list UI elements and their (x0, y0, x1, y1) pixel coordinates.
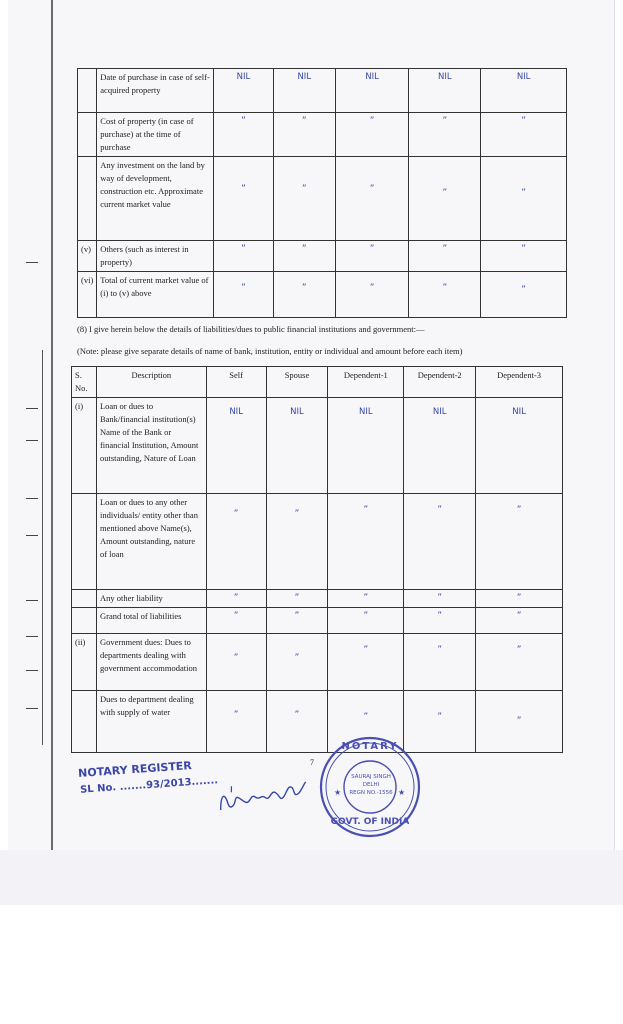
value-dependent-2: ” (404, 691, 476, 753)
value-dependent-3: ” (476, 691, 563, 753)
row-number (78, 69, 97, 113)
table-row (78, 241, 567, 272)
header-dependent-1: Dependent-1 (328, 367, 404, 398)
value-dependent-1: ” (328, 494, 404, 590)
value-dependent-2: ” (404, 608, 476, 634)
value-dependent-3: NIL (481, 69, 567, 113)
value-spouse: ” (273, 241, 335, 272)
row-description: Cost of property (in case of purchase) at the time of purchase (97, 113, 214, 157)
value-self: ” (214, 241, 274, 272)
row-description: Total of current market value of (i) to (v) above (97, 272, 214, 318)
value-dependent-1: ” (328, 590, 404, 608)
margin-rule (51, 0, 53, 850)
value-dependent-2: NIL (409, 69, 481, 113)
margin-rule-inner (42, 350, 43, 745)
row-number (78, 157, 97, 241)
value-dependent-1: NIL (328, 398, 404, 494)
value-dependent-3: ” (481, 113, 567, 157)
row-number: (ii) (72, 634, 97, 691)
value-self: ” (206, 691, 266, 753)
table-row (78, 157, 567, 241)
value-dependent-2: NIL (404, 398, 476, 494)
row-description: Government dues: Dues to departments dealing with government accommodation (96, 634, 206, 691)
margin-tick (26, 636, 38, 637)
liabilities-table (71, 366, 563, 753)
property-table (77, 68, 567, 318)
margin-tick (26, 708, 38, 709)
row-number (72, 590, 97, 608)
header-spouse: Spouse (266, 367, 328, 398)
table-row (72, 634, 563, 691)
value-dependent-3: ” (481, 157, 567, 241)
table-row (78, 113, 567, 157)
value-self: ” (214, 157, 274, 241)
value-dependent-2: ” (409, 157, 481, 241)
value-dependent-3: ” (481, 241, 567, 272)
table-row (72, 398, 563, 494)
margin-tick (26, 498, 38, 499)
seal-government: GOVT. OF INDIA (330, 817, 410, 827)
table-row (78, 69, 567, 113)
row-description: Dues to department dealing with supply of water (96, 691, 206, 753)
value-self: ” (214, 113, 274, 157)
value-self: ” (206, 608, 266, 634)
table-row (72, 590, 563, 608)
value-spouse: ” (266, 634, 328, 691)
row-description: Others (such as interest in property) (97, 241, 214, 272)
value-spouse: ” (273, 157, 335, 241)
seal-notary-name: SAURAJ SINGH (351, 774, 391, 780)
value-self: NIL (214, 69, 274, 113)
row-description: Date of purchase in case of self-acquired property (97, 69, 214, 113)
seal-registration: REGN NO.-1556 (349, 790, 393, 796)
value-spouse: ” (266, 608, 328, 634)
header-dependent-2: Dependent-2 (404, 367, 476, 398)
row-number (78, 113, 97, 157)
value-self: ” (206, 590, 266, 608)
header-self: Self (206, 367, 266, 398)
table-row (78, 272, 567, 318)
value-spouse: ” (273, 113, 335, 157)
value-dependent-1: ” (328, 691, 404, 753)
value-dependent-2: ” (409, 272, 481, 318)
margin-tick (26, 600, 38, 601)
header-dependent-3: Dependent-3 (476, 367, 563, 398)
value-dependent-2: ” (409, 113, 481, 157)
value-spouse: NIL (273, 69, 335, 113)
page-number: 7 (310, 758, 314, 767)
value-dependent-2: ” (404, 494, 476, 590)
scan-margin (0, 850, 623, 905)
notary-serial-number: SL No. .......93/2013....... (79, 775, 219, 796)
note-text: (Note: please give separate details of name of bank, institution, entity or individual and amount before each item) (77, 346, 463, 356)
value-self: ” (206, 634, 266, 691)
notary-seal (318, 735, 422, 839)
row-number (72, 608, 97, 634)
value-dependent-1: NIL (335, 69, 409, 113)
binder-margin (8, 0, 54, 850)
table-row (72, 494, 563, 590)
row-number: (vi) (78, 272, 97, 318)
notary-register-stamp: NOTARY REGISTER (77, 759, 193, 780)
value-spouse: ” (266, 494, 328, 590)
value-spouse: ” (266, 590, 328, 608)
table-row (72, 608, 563, 634)
row-number: (v) (78, 241, 97, 272)
value-dependent-1: ” (335, 113, 409, 157)
margin-tick (26, 440, 38, 441)
value-dependent-3: NIL (476, 398, 563, 494)
svg-text:★: ★ (334, 788, 342, 797)
value-spouse: NIL (266, 398, 328, 494)
value-self: ” (206, 494, 266, 590)
value-dependent-3: ” (476, 590, 563, 608)
table-header-row (72, 367, 563, 398)
seal-title: NOTARY (341, 741, 399, 752)
margin-tick (26, 670, 38, 671)
row-number (72, 494, 97, 590)
section-8-heading: (8) I give herein below the details of liabilities/dues to public financial institutions and government:— (77, 324, 425, 334)
table-row (72, 691, 563, 753)
value-self: ” (214, 272, 274, 318)
value-dependent-3: ” (476, 634, 563, 691)
seal-center (346, 773, 396, 797)
value-dependent-1: ” (335, 241, 409, 272)
value-dependent-1: ” (328, 608, 404, 634)
value-dependent-3: ” (481, 272, 567, 318)
value-dependent-3: ” (476, 494, 563, 590)
margin-tick (26, 535, 38, 536)
row-description: Any investment on the land by way of development, construction etc. Approximate current market value (97, 157, 214, 241)
row-description: Grand total of liabilities (96, 608, 206, 634)
svg-text:★: ★ (398, 788, 406, 797)
row-number (72, 691, 97, 753)
value-spouse: ” (266, 691, 328, 753)
header-sno: S. No. (72, 367, 97, 398)
row-number: (i) (72, 398, 97, 494)
header-description: Description (96, 367, 206, 398)
value-spouse: ” (273, 272, 335, 318)
value-self: NIL (206, 398, 266, 494)
value-dependent-2: ” (404, 634, 476, 691)
value-dependent-2: ” (409, 241, 481, 272)
value-dependent-2: ” (404, 590, 476, 608)
value-dependent-1: ” (328, 634, 404, 691)
value-dependent-3: ” (476, 608, 563, 634)
value-dependent-1: ” (335, 272, 409, 318)
margin-tick (26, 262, 38, 263)
margin-tick (26, 408, 38, 409)
seal-city: DELHI (362, 782, 380, 788)
value-dependent-1: ” (335, 157, 409, 241)
row-description: Any other liability (96, 590, 206, 608)
row-description: Loan or dues to Bank/financial institution(s) Name of the Bank or financial Institution, Amount outstanding, Nature of Loan (96, 398, 206, 494)
row-description: Loan or dues to any other individuals/ entity other than mentioned above Name(s), Amount outstanding, nature of loan (96, 494, 206, 590)
